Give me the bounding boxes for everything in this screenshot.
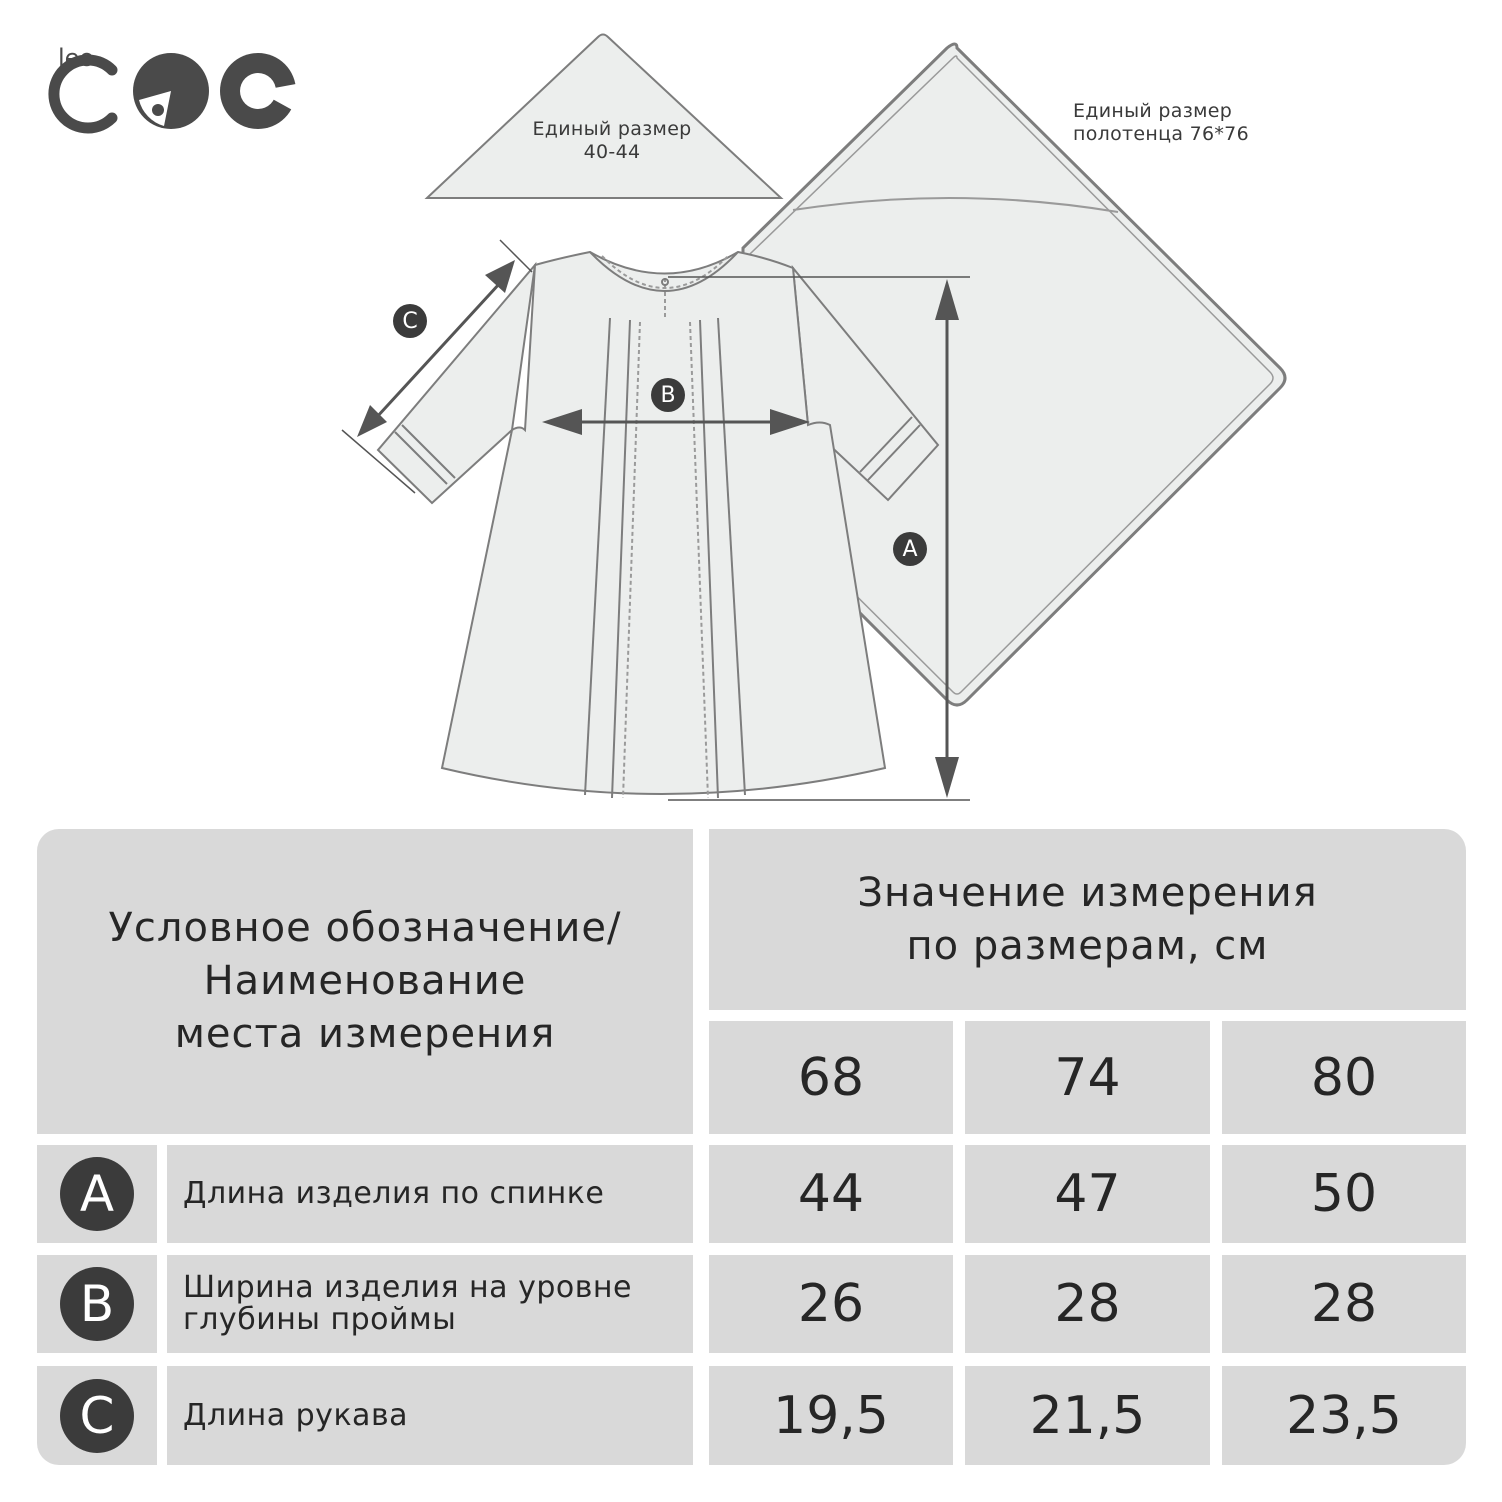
- marker-c: C: [393, 304, 427, 338]
- row-a-value-80: 50: [1222, 1145, 1466, 1243]
- row-b-value-80: 28: [1222, 1255, 1466, 1353]
- row-b-badge-cell: [37, 1255, 157, 1353]
- row-a-value-74: 47: [965, 1145, 1210, 1243]
- size-68: 68: [709, 1021, 953, 1134]
- marker-b: B: [651, 378, 685, 412]
- row-c-value-80: 23,5: [1222, 1366, 1466, 1465]
- row-a-value-68: 44: [709, 1145, 953, 1243]
- size-80: 80: [1222, 1021, 1466, 1134]
- row-b-value-74: 28: [965, 1255, 1210, 1353]
- header-label-cell: Условное обозначение/ Наименование места измерения: [37, 829, 693, 1134]
- row-c-value-74: 21,5: [965, 1366, 1210, 1465]
- badge-c: C: [60, 1379, 134, 1453]
- badge-a: A: [60, 1157, 134, 1231]
- scarf-size-note: Единый размер 40-44: [532, 118, 692, 163]
- row-b-value-68: 26: [709, 1255, 953, 1353]
- row-c-label: Длина рукава: [167, 1366, 693, 1465]
- towel-size-note: Единый размер полотенца 76*76: [1073, 100, 1249, 145]
- row-c-badge-cell: [37, 1366, 157, 1465]
- badge-b: B: [60, 1267, 134, 1341]
- header-values-cell: Значение измерения по размерам, см: [709, 829, 1466, 1010]
- scarf-drawing: [427, 35, 781, 199]
- size-74: 74: [965, 1021, 1210, 1134]
- row-b-label: Ширина изделия на уровне глубины проймы: [167, 1255, 693, 1353]
- row-c-value-68: 19,5: [709, 1366, 953, 1465]
- row-a-badge-cell: [37, 1145, 157, 1243]
- marker-a: A: [893, 532, 927, 566]
- row-a-label: Длина изделия по спинке: [167, 1145, 693, 1243]
- logo-small-text: leo: [58, 44, 95, 72]
